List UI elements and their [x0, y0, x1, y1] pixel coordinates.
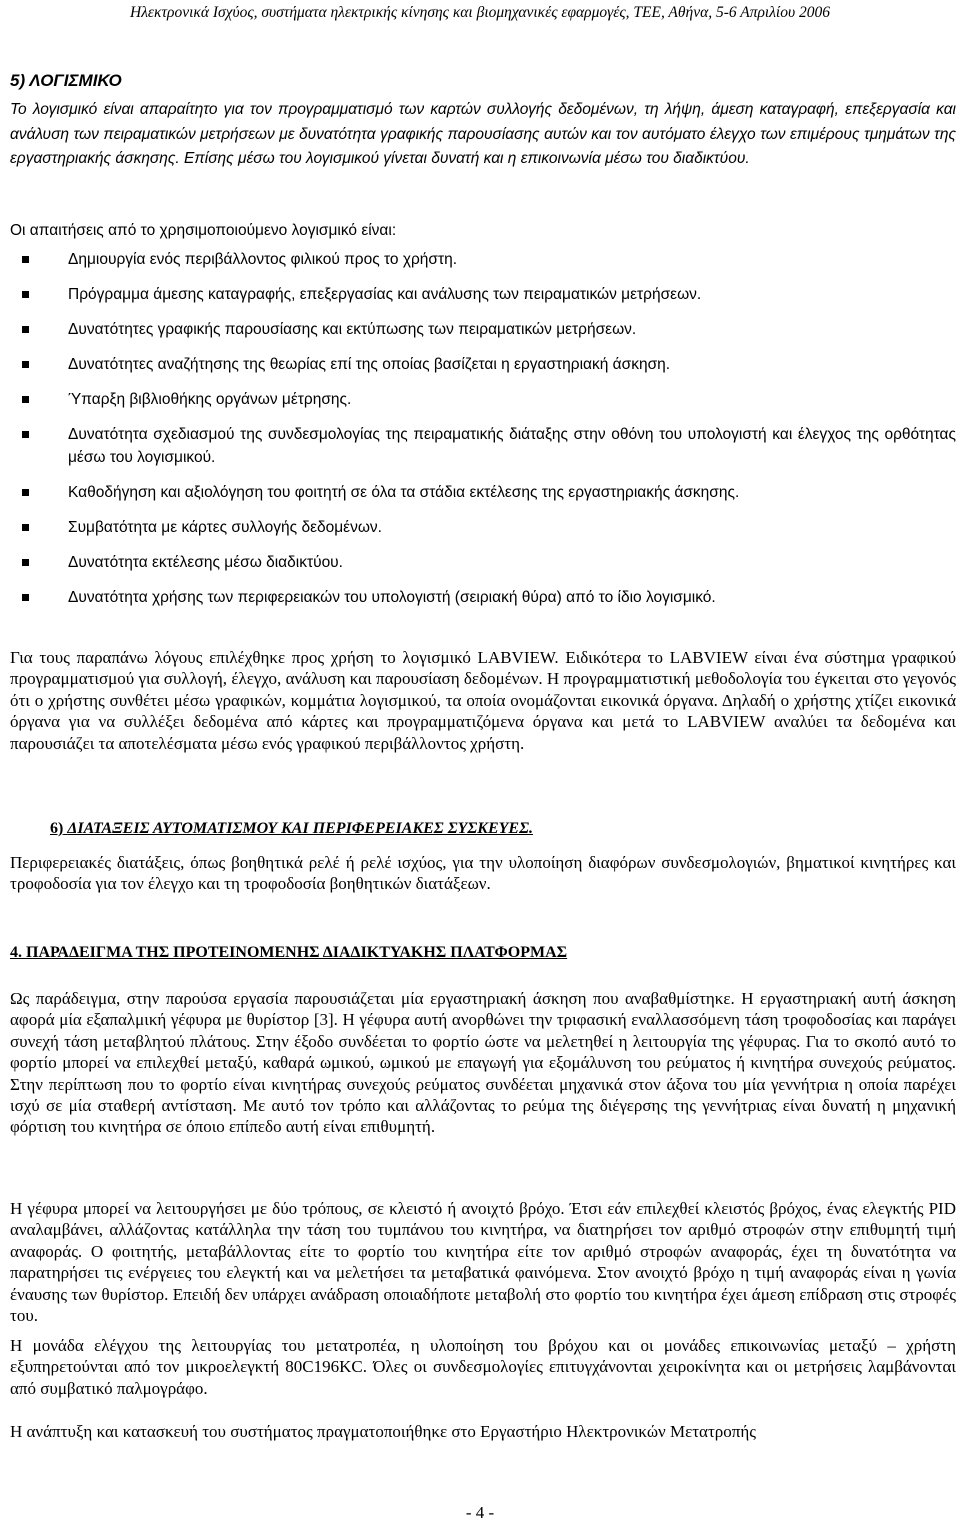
list-item	[10, 248, 956, 271]
section-6-number: 6)	[50, 820, 64, 837]
bullet-square-icon	[22, 431, 29, 438]
list-item-text: Δυνατότητα σχεδιασμού της συνδεσμολογίας της πειραματικής διάταξης στην οθόνη του υπολογιστή και έλεγχος της ορθότητας μέσω του λογισμικού.	[68, 426, 956, 466]
list-item-text: Πρόγραμμα άμεσης καταγραφής, επεξεργασίας και ανάλυσης των πειραματικών μετρήσεων.	[68, 286, 702, 303]
section-4-paragraph-4: Η ανάπτυξη και κατασκευή του συστήματος πραγματοποιήθηκε στο Εργαστήριο Ηλεκτρονικών Μετατροπής	[10, 1422, 756, 1441]
labview-paragraph: Για τους παραπάνω λόγους επιλέχθηκε προς χρήση το λογισμικό LABVIEW. Ειδικότερα το LABVIEW είναι ένα σύστημα γραφικού προγραμματισμού για συλλογή, έλεγχο, ανάλυση και παρουσίαση δεδομένων. Η προγραμματιστική μεθοδολογία του έγκειται στο γεγονός ότι ο χρήστης συνθέτει μέσω γραφικών, κομμάτια λογισμικού, τα οποία ονομάζονται εικονικά όργανα. Δηλαδή ο χρήστης χτίζει εικονικά όργανα για να συλλέξει δεδομένα από κάρτες και προγραμματιζόμενα όργανα και μετά το LABVIEW αναλύει τα δεδομένα και παρουσιάζει τα αποτελέσματα μέσω ενός γραφικού περιβάλλοντος χρήστη.	[10, 648, 956, 753]
list-item	[10, 551, 956, 574]
bullet-square-icon	[22, 559, 29, 566]
list-item-text: Δυνατότητες αναζήτησης της θεωρίας επί της οποίας βασίζεται η εργαστηριακή άσκηση.	[68, 356, 671, 373]
section-5-title: 5) ΛΟΓΙΣΜΙΚΟ	[10, 71, 122, 90]
section-4-number: 4.	[10, 944, 22, 961]
list-item-text: Δυνατότητα χρήσης των περιφερειακών του υπολογιστή (σειριακή θύρα) από το ίδιο λογισμικό.	[68, 589, 716, 606]
list-item	[10, 586, 956, 609]
section-4-paragraph-2: Η γέφυρα μπορεί να λειτουργήσει με δύο τρόπους, σε κλειστό ή ανοιχτό βρόχο. Έτσι εάν επιλεχθεί κλειστός βρόχος, ένας ελεγκτής PID αναλαμβάνει, αλλάζοντας κατάλληλα την τάση του τυμπάνου του κινητήρα, να διατηρήσει τον αριθμό στροφών στην επιθυμητή τιμή αναφοράς. Ο φοιτητής, μεταβάλλοντας είτε το φορτίο του κινητήρα είτε τον αριθμό στροφών αναφοράς, έχει τη δυνατότητα να παρατηρήσει τις ενέργειες του ελεγκτή και να μελετήσει τα μεταβατικά φαινόμενα. Στον ανοιχτό βρόχο η τιμή αναφοράς είναι η γωνία έναυσης των θυρίστορ. Επειδή δεν υπάρχει ανάδραση οποιαδήποτε μεταβολή στο φορτίο του κινητήρα έχει άμεση επίδραση στις στροφές του.	[10, 1199, 956, 1326]
section-6-paragraph: Περιφερειακές διατάξεις, όπως βοηθητικά ρελέ ή ρελέ ισχύος, για την υλοποίηση διαφόρων συνδεσμολογιών, βηματικοί κινητήρες και τροφοδοσία για τον έλεγχο και τη τροφοδοσία βοηθητικών διατάξεων.	[10, 853, 956, 894]
list-item-text: Καθοδήγηση και αξιολόγηση του φοιτητή σε όλα τα στάδια εκτέλεσης της εργαστηριακής άσκησης.	[68, 484, 740, 501]
section-4-heading	[10, 944, 567, 962]
requirements-list	[10, 248, 956, 621]
list-item	[10, 318, 956, 341]
section-5-intro: Το λογισμικό είναι απαραίτητο για τον προγραμματισμό των καρτών συλλογής δεδομένων, τη λήψη, άμεση καταγραφή, επεξεργασία και ανάλυση των πειραματικών μετρήσεων με δυνατότητα γραφικής παρουσίασης αυτών και τον αυτόματο έλεγχο των επιμέρους τμημάτων της εργαστηριακής άσκησης. Επίσης μέσω του λογισμικού γίνεται δυνατή και η επικοινωνία μέσω του διαδικτύου.	[10, 101, 956, 167]
list-item	[10, 283, 956, 306]
list-item	[10, 481, 956, 504]
page-number: - 4 -	[465, 1503, 495, 1522]
bullet-square-icon	[22, 291, 29, 298]
section-4-title: ΠΑΡΑΔΕΙΓΜΑ ΤΗΣ ΠΡΟΤΕΙΝΟΜΕΝΗΣ ΔΙΑΔΙΚΤΥΑΚΗΣ ΠΛΑΤΦΟΡΜΑΣ	[26, 944, 568, 961]
section-6-heading	[50, 820, 533, 838]
bullet-square-icon	[22, 524, 29, 531]
list-item	[10, 353, 956, 376]
bullet-square-icon	[22, 256, 29, 263]
section-4-paragraph-3: Η μονάδα ελέγχου της λειτουργίας του μετατροπέα, η υλοποίηση του βρόχου και οι μονάδες επικοινωνίας μεταξύ – χρήστη εξυπηρετούνται από τον μικροελεγκτή 80C196KC. Όλες οι συνδεσμολογίες επιτυγχάνονται χειροκίνητα και οι μετρήσεις λαμβάνονται από συμβατικό παλμογράφο.	[10, 1336, 956, 1398]
list-item-text: Συμβατότητα με κάρτες συλλογής δεδομένων.	[68, 519, 382, 536]
list-item	[10, 423, 956, 469]
list-item	[10, 516, 956, 539]
section-6-title: ΔΙΑΤΑΞΕΙΣ ΑΥΤΟΜΑΤΙΣΜΟΥ ΚΑΙ ΠΕΡΙΦΕΡΕΙΑΚΕΣ ΣΥΣΚΕΥΕΣ.	[67, 820, 533, 837]
list-item	[10, 388, 956, 411]
bullet-square-icon	[22, 326, 29, 333]
running-header: Ηλεκτρονικά Ισχύος, συστήματα ηλεκτρικής κίνησης και βιομηχανικές εφαρμογές, ΤΕΕ, Αθήνα, 5-6 Απριλίου 2006	[130, 4, 830, 21]
list-item-text: Δυνατότητες γραφικής παρουσίασης και εκτύπωσης των πειραματικών μετρήσεων.	[68, 321, 637, 338]
bullet-square-icon	[22, 361, 29, 368]
list-item-text: Ύπαρξη βιβλιοθήκης οργάνων μέτρησης.	[68, 391, 352, 408]
section-4-paragraph-1: Ως παράδειγμα, στην παρούσα εργασία παρουσιάζεται μία εργαστηριακή άσκηση που αναβαθμίστηκε. Η εργαστηριακή αυτή άσκηση αφορά μία εξαπαλμική γέφυρα με θυρίστορ [3]. Η γέφυρα αυτή ανορθώνει την τριφασική εναλλασσόμενη τάση τροφοδοσίας και παράγει συνεχή τάση μεταβλητού πλάτους. Στην έξοδο συνδέεται το φορτίο ώστε να μελετηθεί η λειτουργία της γέφυρας. Για το σκοπό αυτό το φορτίο μπορεί να επιλεχθεί μεταξύ, καθαρά ωμικού, ωμικού με επαγωγή για εξομάλυνση του ρεύματος ή κινητήρα συνεχούς ρεύματος. Στην περίπτωση που το φορτίο είναι κινητήρας συνεχούς ρεύματος συνδέεται μηχανικά στον άξονα του μία γεννήτρια η οποία παρέχει ισχύ σε μία σταθερή αντίσταση. Με αυτό τον τρόπο και αλλάζοντας το ρεύμα της διέγερσης της γεννήτριας είναι δυνατή η μηχανική φόρτιση του κινητήρα σε όποιο επίπεδο αυτή είναι επιθυμητή.	[10, 989, 956, 1137]
list-item-text: Δυνατότητα εκτέλεσης μέσω διαδικτύου.	[68, 554, 343, 571]
bullet-square-icon	[22, 489, 29, 496]
requirements-label: Οι απαιτήσεις από το χρησιμοποιούμενο λογισμικό είναι:	[10, 222, 397, 239]
bullet-square-icon	[22, 396, 29, 403]
bullet-square-icon	[22, 594, 29, 601]
list-item-text: Δημιουργία ενός περιβάλλοντος φιλικού προς το χρήστη.	[68, 251, 458, 268]
